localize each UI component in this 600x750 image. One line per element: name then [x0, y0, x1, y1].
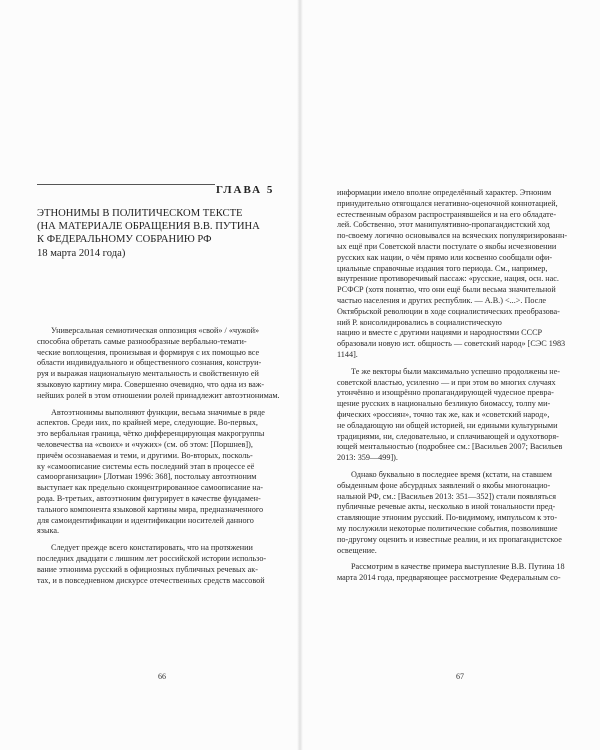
heading-line: К ФЕДЕРАЛЬНОМУ СОБРАНИЮ РФ — [37, 234, 212, 246]
text-line: аспектов. Среди них, по крайней мере, следующие. Во-первых, — [37, 418, 258, 428]
text-line: лей. Собственно, этот манипулятивно-пропагандистский ход — [337, 220, 550, 230]
text-line: ставляющие этноним русский. По-видимому, импульсом к это- — [337, 513, 558, 523]
text-line: нацию и вместе с другими нациями и народностями СССР — [337, 328, 543, 338]
text-line: советской властью, усиленно — и при этом во многих случаях — [337, 377, 556, 387]
text-line: внутренние противоречивый пассаж: «русские, нация, осн. нас. — [337, 274, 559, 284]
heading-line: 18 марта 2014 года) — [37, 247, 126, 259]
left-body-text — [37, 326, 295, 592]
paragraph — [337, 367, 595, 464]
text-line: Те же векторы были максимально успешно продолжены не- — [351, 366, 561, 376]
page-number-right: 67 — [456, 672, 464, 681]
right-body-text — [337, 188, 595, 590]
text-line: по-другому оценить и известные реалии, и их пропагандистское — [337, 534, 562, 544]
text-line: рода. В-третьих, автоэтноним фигурирует в качестве фундамен- — [37, 493, 261, 503]
text-line: освещение. — [337, 545, 377, 555]
text-line: языка. — [37, 526, 60, 536]
text-line: Однако буквально в последнее время (кстати, на ставшем — [351, 469, 552, 479]
text-line: образовали новую ист. общность — советский народ» [СЭС 1983 — [337, 339, 566, 349]
text-line: по-своему логично основывался на всяческих популяризированн- — [337, 231, 568, 241]
text-line: ческие воплощения, пронизывая и формируя с их помощью все — [37, 347, 260, 357]
chapter-heading — [37, 207, 287, 260]
paragraph — [337, 470, 595, 556]
chapter-label: ГЛАВА 5 — [216, 184, 275, 196]
text-line: традициями, ни, следовательно, и сплачивающей и одухотворя- — [337, 431, 559, 441]
text-line: Рассмотрим в качестве примера выступление В.В. Путина 18 — [351, 562, 565, 572]
text-line: нальной РФ, см.: [Васильев 2013: 351—352]) стали появляться — [337, 491, 557, 501]
text-line: языковую картину мира. Совершенно очевидно, что одна из важ- — [37, 379, 265, 389]
text-line: фических «россиян», точно так же, как и «советский народ», — [337, 409, 550, 419]
text-line: Октябрьской революции в ходе социалистических преобразова- — [337, 306, 560, 316]
text-line: циальные справочные издания того периода. См., например, — [337, 263, 548, 273]
heading-line: ЭТНОНИМЫ В ПОЛИТИЧЕСКОМ ТЕКСТЕ — [37, 208, 243, 219]
paragraph — [337, 188, 595, 361]
text-line: 2013: 359—499]). — [337, 453, 398, 463]
text-line: тах, и в повседневном дискурсе отечественных средств массовой — [37, 575, 265, 585]
text-line: марта 2014 года, предваряющее рассмотрение Федеральным со- — [337, 573, 561, 583]
text-line: выступает как предельно сконцентрированное самоописание на- — [37, 483, 263, 493]
text-line: 1144]. — [337, 349, 358, 359]
text-line: утончённо и изощрённо пропагандирующей чудесное превра- — [337, 388, 554, 398]
text-line: руя и выражая национальную ментальность и свойственную ей — [37, 369, 259, 379]
text-line: ку «самоописание системы есть последний этап в процессе её — [37, 461, 255, 471]
paragraph — [337, 562, 595, 584]
text-line: частью населения и других республик. — А.В.) <...>. После — [337, 295, 547, 305]
page-number-left: 66 — [158, 672, 166, 681]
paragraph — [37, 326, 295, 402]
paragraph — [37, 408, 295, 538]
paragraph — [37, 543, 295, 586]
text-line: Следует прежде всего констатировать, что на протяжении — [51, 543, 253, 553]
text-line: последних двадцати с лишним лет российской истории использо- — [37, 553, 267, 563]
text-line: ний Р. консолидировались в социалистическую — [337, 317, 502, 327]
text-line: щение русских в национально безликую биомассу, толпу ми- — [337, 399, 551, 409]
text-line: обыденным фоне абсурдных заявлений о якобы многонацио- — [337, 480, 551, 490]
text-line: русских как нации, о чём прямо или косвенно сообщали офи- — [337, 252, 553, 262]
text-line: самоорганизации» [Лотман 1996: 368], постольку автоэтноним — [37, 472, 257, 482]
text-line: способна обретать самые разнообразные вербально-темати- — [37, 336, 247, 346]
text-line: ых ещё при Советской власти постулате о якобы исчезновении — [337, 241, 557, 251]
text-line: информации имело вполне определённый характер. Этноним — [337, 188, 552, 197]
text-line: му послужили некоторые политические события, позволившие — [337, 523, 558, 533]
text-line: РСФСР (хотя понятно, что они ещё были весьма значительной — [337, 285, 556, 295]
text-line: ющей ментальностью (подробнее см.: [Васильев 2007; Васильев — [337, 442, 563, 452]
text-line: это вербальная граница, чётко дифференцирующая макрогруппы — [37, 429, 265, 439]
text-line: вание этнонима русский в официозных публичных речевых ак- — [37, 564, 258, 574]
text-line: не обладающую ни общей историей, ни едиными культурными — [337, 420, 558, 430]
heading-line: (НА МАТЕРИАЛЕ ОБРАЩЕНИЯ В.В. ПУТИНА — [37, 221, 260, 233]
text-line: нейших ролей в этом отношении ролей принадлежит автоэтнонимам. — [37, 390, 280, 400]
text-line: естественным образом распространявшейся и на его обладате- — [337, 209, 557, 219]
book-gutter — [297, 0, 303, 750]
text-line: публичные речевые акты, несколько в иной тональности пред- — [337, 502, 556, 512]
text-line: для самоидентификации и идентификации носителей данного — [37, 515, 254, 525]
text-line: тального компонента языковой картины мира, предназначенного — [37, 504, 264, 514]
text-line: Автоэтнонимы выполняют функции, весьма значимые в ряде — [51, 407, 265, 417]
text-line: Универсальная семиотическая оппозиция «свой» / «чужой» — [51, 326, 260, 335]
text-line: области индивидуального и общественного сознания, конструи- — [37, 358, 262, 368]
chapter-rule — [37, 184, 215, 185]
text-line: причём осознаваемая и теми, и другими. Во-вторых, посколь- — [37, 450, 253, 460]
text-line: человечества на «своих» и «чужих» (см. об этом: [Поршнев]), — [37, 439, 253, 449]
text-line: принудительно отягощался негативно-оценочной коннотацией, — [337, 198, 558, 208]
